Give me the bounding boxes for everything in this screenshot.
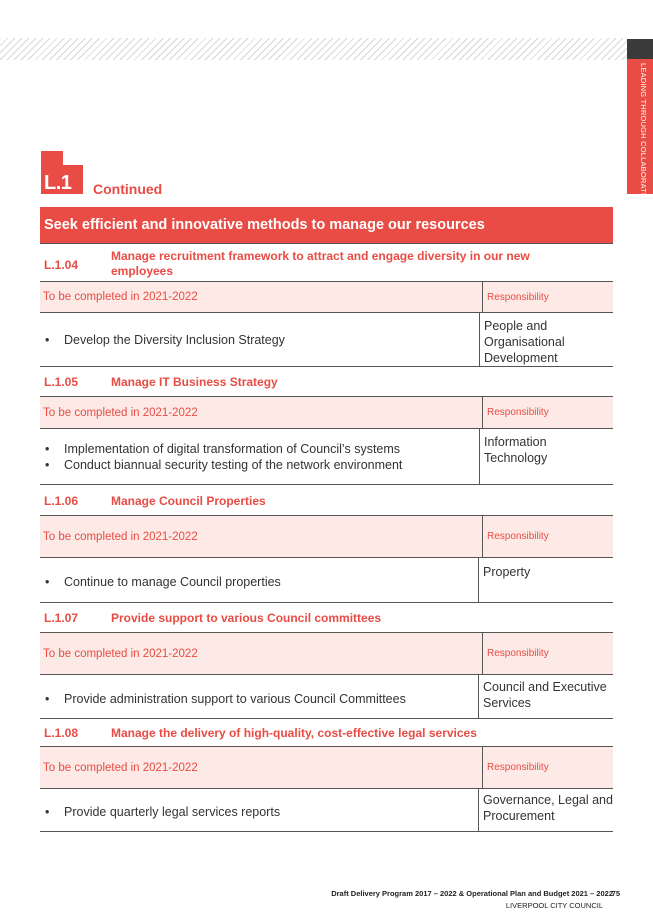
action-title: Manage recruitment framework to attract and engage diversity in our new employees (111, 249, 530, 278)
action-title: Manage Council Properties (111, 494, 266, 508)
action-title: Provide support to various Council committees (111, 611, 382, 625)
continued-label: Continued (93, 181, 163, 197)
section-badge (41, 151, 83, 194)
activity-cell (40, 675, 479, 718)
period-label: To be completed in 2021-2022 (40, 282, 483, 312)
action-row (40, 719, 613, 747)
activity-item: • Provide quarterly legal services reports (40, 804, 280, 820)
responsibility-value: Information Technology (484, 435, 548, 465)
activity-row (40, 429, 613, 485)
action-row (40, 367, 613, 397)
activity-cell (40, 558, 479, 602)
footer-page-number: 75 (611, 889, 620, 898)
activity-row (40, 558, 613, 603)
responsibility-header: Responsibility (487, 648, 549, 659)
period-header-row (40, 747, 613, 789)
action-row (40, 603, 613, 633)
period-header-row (40, 633, 613, 675)
activity-cell (40, 789, 479, 831)
action-code: L.1.06 (44, 494, 79, 508)
action-code: L.1.05 (44, 375, 79, 389)
responsibility-value: Governance, Legal and Procurement (483, 793, 613, 823)
activity-item: • Continue to manage Council properties (40, 574, 281, 590)
responsibility-value: People and Organisational Development (484, 319, 565, 365)
action-table (40, 207, 613, 832)
side-tab-label: LEADING THROUGH COLLABORATION (639, 63, 648, 207)
period-label: To be completed in 2021-2022 (40, 516, 483, 557)
responsibility-value: Property (483, 565, 531, 579)
activity-row (40, 675, 613, 719)
responsibility-header: Responsibility (487, 762, 549, 773)
responsibility-header: Responsibility (487, 291, 549, 303)
activity-item: • Implementation of digital transformation of Council’s systems (40, 441, 402, 457)
action-title: Manage IT Business Strategy (111, 375, 278, 389)
responsibility-header: Responsibility (487, 531, 549, 542)
footer-document-title: Draft Delivery Program 2017 – 2022 & Operational Plan and Budget 2021 – 2022 (331, 889, 613, 898)
activity-cell (40, 313, 480, 366)
action-code: L.1.07 (44, 611, 79, 625)
period-header-row (40, 516, 613, 558)
activity-cell (40, 429, 480, 484)
action-code: L.1.08 (44, 726, 79, 740)
period-label: To be completed in 2021-2022 (40, 397, 483, 428)
responsibility-header: Responsibility (487, 407, 549, 418)
period-header-row (40, 397, 613, 429)
activity-item: • Develop the Diversity Inclusion Strategy (40, 332, 285, 348)
period-label: To be completed in 2021-2022 (40, 633, 483, 674)
period-label: To be completed in 2021-2022 (40, 747, 483, 788)
period-header-row (40, 282, 613, 313)
goal-header: Seek efficient and innovative methods to manage our resources (40, 207, 613, 244)
footer-organisation: LIVERPOOL CITY COUNCIL (505, 901, 603, 910)
action-title: Manage the delivery of high-quality, cost-effective legal services (111, 726, 477, 740)
activity-row (40, 789, 613, 832)
decorative-hatch-band (0, 38, 627, 60)
activity-item: • Provide administration support to various Council Committees (40, 691, 406, 707)
section-code: L.1 (44, 172, 72, 194)
responsibility-value: Council and Executive Services (483, 680, 607, 710)
action-row (40, 485, 613, 516)
action-code: L.1.04 (44, 258, 79, 272)
activity-row (40, 313, 613, 367)
action-row (40, 244, 613, 282)
activity-item: • Conduct biannual security testing of the network environment (40, 457, 402, 473)
side-tab-cap (627, 39, 653, 59)
